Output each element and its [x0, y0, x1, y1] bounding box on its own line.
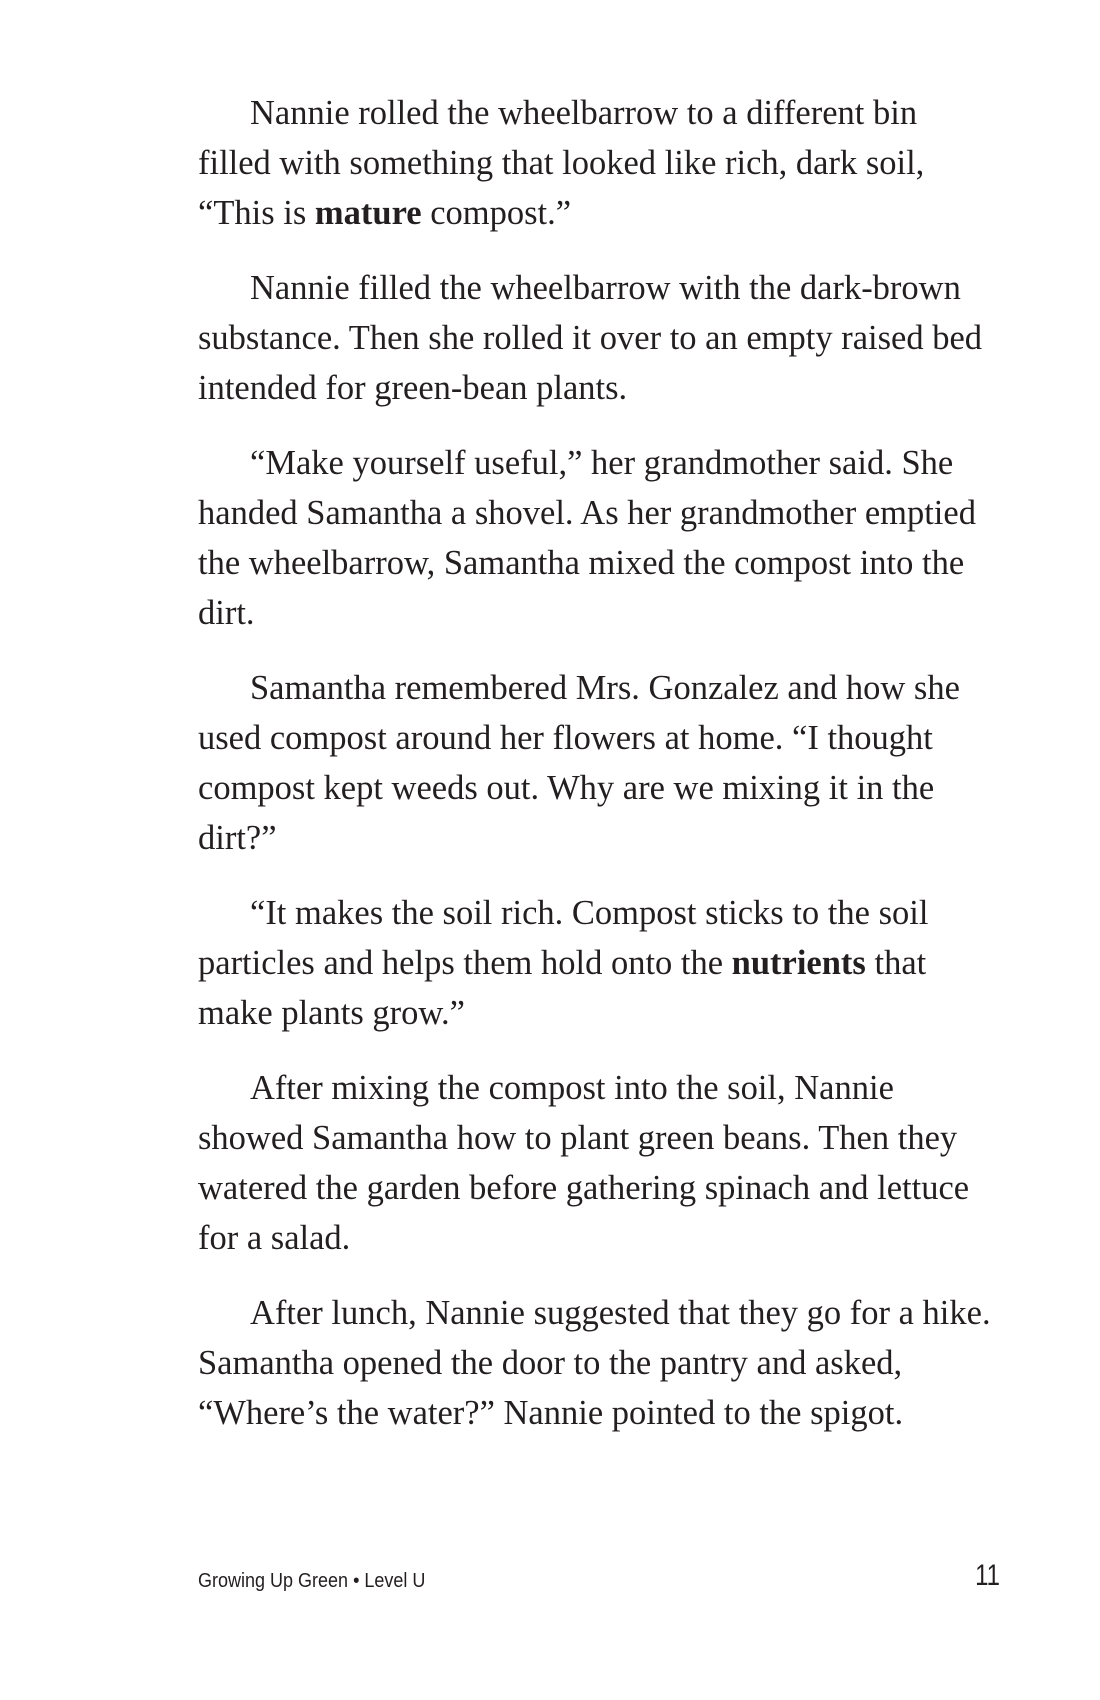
paragraph-1: [198, 88, 998, 238]
paragraph-2: Nannie filled the wheelbarrow with the dark-brown substance. Then she rolled it over to an empty raised bed intended for green-bean plants.: [198, 269, 983, 407]
paragraph-5-text-end: that make plants grow.”: [198, 944, 927, 1032]
paragraph-7: After lunch, Nannie suggested that they go for a hike. Samantha opened the door to the pantry and asked, “Where’s the water?” Nannie pointed to the spigot.: [198, 1294, 991, 1432]
paragraph-1-text: Nannie rolled the wheelbarrow to a different bin filled with something that looked like rich, dark soil, “This is: [198, 94, 925, 232]
paragraph-6: After mixing the compost into the soil, Nannie showed Samantha how to plant green beans. Then they watered the garden before gathering spinach and lettuce for a salad.: [198, 1069, 970, 1257]
vocab-word-nutrients: nutrients: [731, 944, 866, 982]
footer-book-title: Growing Up Green • Level U: [198, 1570, 426, 1592]
paragraph-1-text-end: compost.”: [421, 194, 572, 232]
page-number: 11: [975, 1559, 1000, 1592]
paragraph-3: “Make yourself useful,” her grandmother said. She handed Samantha a shovel. As her grandmother emptied the wheelbarrow, Samantha mixed the compost into the dirt.: [198, 444, 976, 632]
story-text: [198, 88, 998, 1463]
paragraph-4: Samantha remembered Mrs. Gonzalez and how she used compost around her flowers at home. “I thought compost kept weeds out. Why are we mixing it in the dirt?”: [198, 669, 960, 857]
paragraph-5: [198, 888, 998, 1038]
vocab-word-mature: mature: [314, 194, 422, 232]
paragraph-5-text: “It makes the soil rich. Compost sticks to the soil particles and helps them hold onto the: [198, 894, 929, 982]
